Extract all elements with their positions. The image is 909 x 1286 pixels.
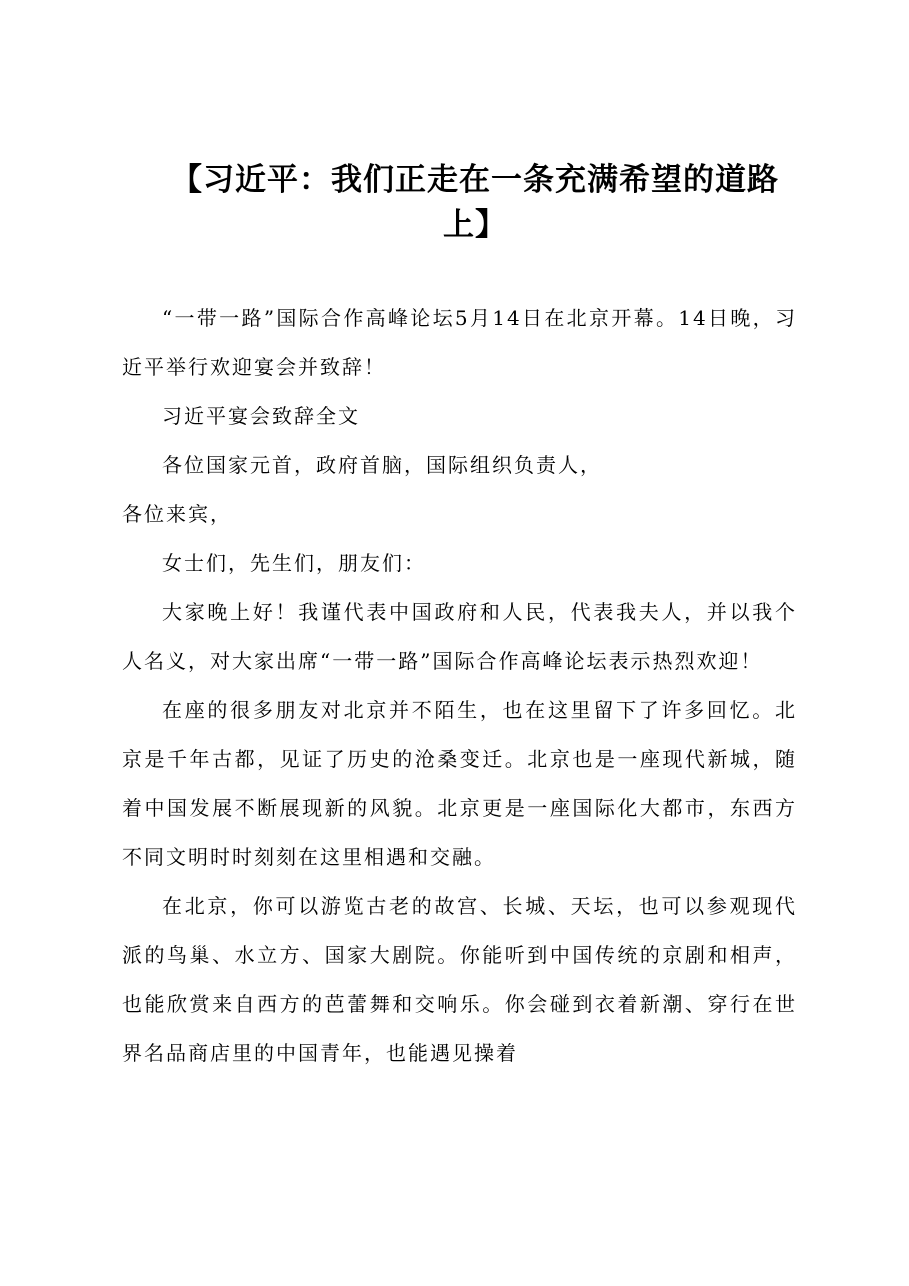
salutation-line-2: 各位来宾， <box>122 502 232 526</box>
intro-paragraph: “一带一路”国际合作高峰论坛5月14日在北京开幕。14日晚，习近平举行欢迎宴会并致辞！ <box>122 306 797 379</box>
salutation-line-1: 各位国家元首，政府首脑，国际组织负责人， <box>162 453 602 477</box>
document-title: 【习近平：我们正走在一条充满希望的道路上】 <box>171 162 779 243</box>
document-body <box>122 294 797 1078</box>
welcome-paragraph: 大家晚上好！我谨代表中国政府和人民，代表我夫人，并以我个人名义，对大家出席“一带一路”国际合作高峰论坛表示热烈欢迎！ <box>122 600 797 673</box>
beijing-paragraph: 在座的很多朋友对北京并不陌生，也在这里留下了许多回忆。北京是千年古都，见证了历史的沧桑变迁。北京也是一座现代新城，随着中国发展不断展现新的风貌。北京更是一座国际化大都市，东西方不同文明时时刻刻在这里相遇和交融。 <box>122 698 797 869</box>
culture-paragraph: 在北京，你可以游览古老的故宫、长城、天坛，也可以参观现代派的鸟巢、水立方、国家大剧院。你能听到中国传统的京剧和相声，也能欣赏来自西方的芭蕾舞和交响乐。你会碰到衣着新潮、穿行在世界名品商店里的中国青年，也能遇见操着 <box>122 894 797 1065</box>
salutation-line-3: 女士们，先生们，朋友们： <box>162 551 426 575</box>
speech-heading: 习近平宴会致辞全文 <box>162 404 360 428</box>
